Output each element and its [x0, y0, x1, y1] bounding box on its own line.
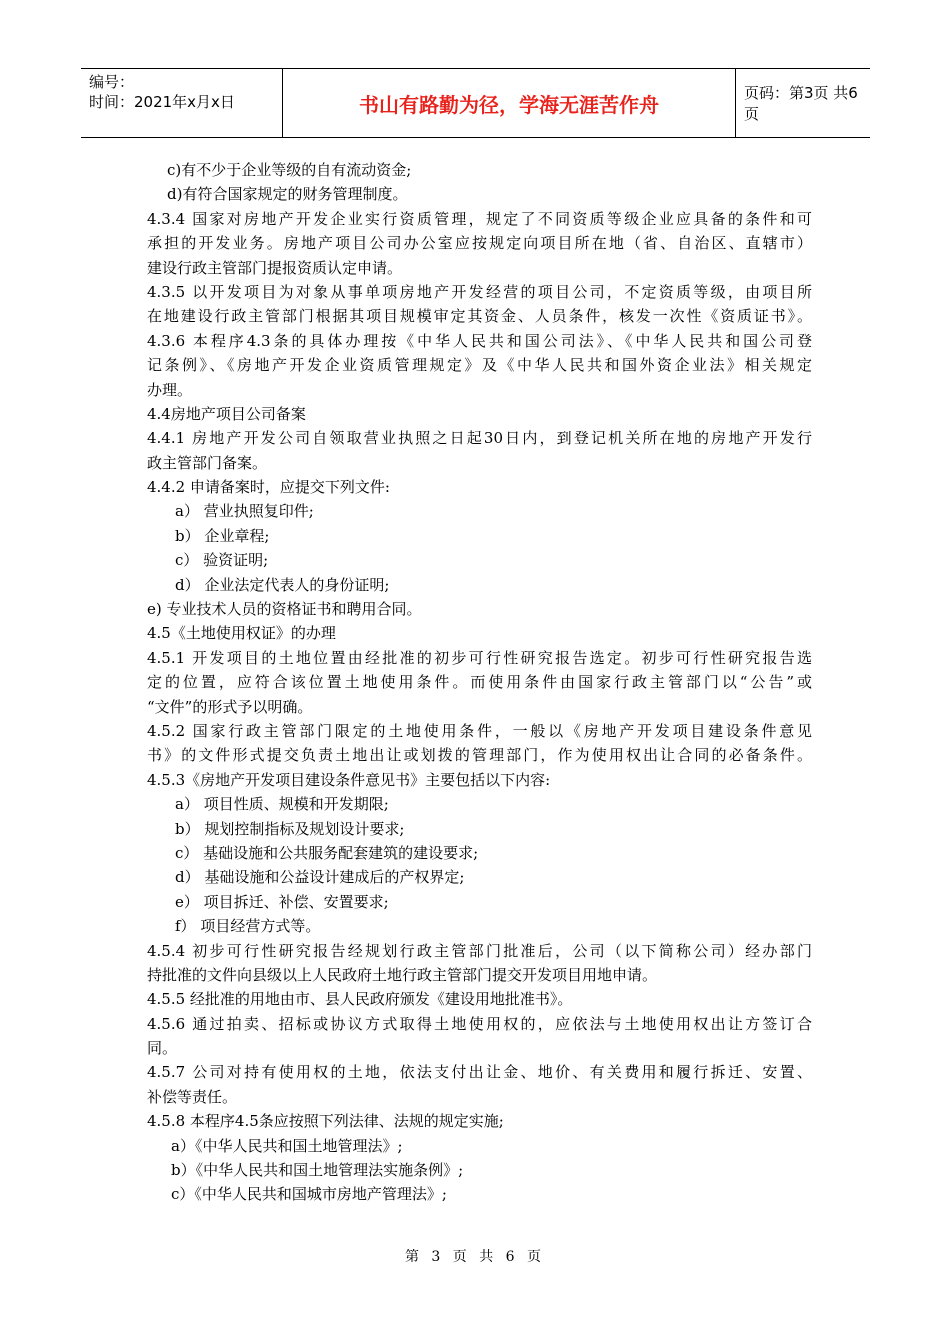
text-line: f） 项目经营方式等。 [175, 917, 321, 936]
text-line: 记条例》、《房地产开发企业资质管理规定》及《中华人民共和国外资企业法》相关规定 [147, 356, 812, 375]
text-line: a） 项目性质、规模和开发期限; [175, 795, 389, 814]
text-line: 4.5.2 国家行政主管部门限定的土地使用条件，一般以《房地产开发项目建设条件意见 [147, 721, 812, 740]
text-line: 4.5.6 通过拍卖、招标或协议方式取得土地使用权的，应依法与土地使用权出让方签订合 [147, 1014, 812, 1033]
text-line: 4.5.5 经批准的用地由市、县人民政府颁发《建设用地批准书》。 [147, 990, 573, 1009]
text-line: e） 项目拆迁、补偿、安置要求; [175, 892, 389, 911]
text-line: 4.5.3《房地产开发项目建设条件意见书》主要包括以下内容: [147, 770, 551, 789]
text-line: d)有符合国家规定的财务管理制度。 [167, 185, 408, 204]
text-line: 4.3.6 本程序4.3条的具体办理按《中华人民共和国公司法》、《中华人民共和国公司登 [147, 331, 812, 350]
header-motto: 书山有路勤为径，学海无涯苦作舟 [283, 69, 736, 137]
text-line: 4.5.7 公司对持有使用权的土地，依法支付出让金、地价、有关费用和履行拆迁、安置、 [147, 1063, 812, 1082]
text-line: 4.4.2 申请备案时，应提交下列文件: [147, 478, 390, 497]
text-line: b）《中华人民共和国土地管理法实施条例》; [171, 1161, 464, 1180]
text-line: 4.5.1 开发项目的土地位置由经批准的初步可行性研究报告选定。初步可行性研究报告选 [147, 648, 812, 667]
text-line: c）《中华人民共和国城市房地产管理法》; [171, 1185, 447, 1204]
text-line: 定的位置，应符合该位置土地使用条件。而使用条件由国家行政主管部门以“公告”或 [147, 673, 812, 692]
text-line: “文件”的形式予以明确。 [147, 697, 313, 716]
text-line: 政主管部门备案。 [147, 453, 268, 472]
text-line: d） 企业法定代表人的身份证明; [175, 575, 390, 594]
text-line: 建设行政主管部门提报资质认定申请。 [147, 258, 403, 277]
text-line: a） 营业执照复印件; [175, 502, 314, 521]
header-page-info: 页码：第3页 共6页 [744, 84, 858, 123]
text-line: 4.3.5 以开发项目为对象从事单项房地产开发经营的项目公司，不定资质等级，由项目所 [147, 282, 812, 301]
text-line: b） 企业章程; [175, 526, 270, 545]
text-line: 在地建设行政主管部门根据其项目规模审定其资金、人员条件，核发一次性《资质证书》。 [147, 307, 812, 326]
text-line: 补偿等责任。 [147, 1087, 238, 1106]
text-line: 4.5.4 初步可行性研究报告经规划行政主管部门批准后，公司（以下简称公司）经办部门 [147, 941, 812, 960]
document-body [147, 158, 812, 1207]
text-line: e) 专业技术人员的资格证书和聘用合同。 [147, 600, 422, 619]
text-line: c） 验资证明; [175, 551, 269, 570]
text-line: 4.4房地产项目公司备案 [147, 404, 306, 423]
text-line: 4.5.8 本程序4.5条应按照下列法律、法规的规定实施; [147, 1112, 504, 1131]
text-line: d） 基础设施和公益设计建成后的产权界定; [175, 868, 465, 887]
text-line: a）《中华人民共和国土地管理法》; [171, 1136, 403, 1155]
page-footer: 第 3 页 共 6 页 [404, 1249, 546, 1265]
text-line: c)有不少于企业等级的自有流动资金; [167, 161, 412, 179]
text-line: 4.3.4 国家对房地产开发企业实行资质管理，规定了不同资质等级企业应具备的条件和可 [147, 209, 812, 228]
page-header [81, 68, 870, 138]
text-line: b） 规划控制指标及规划设计要求; [175, 819, 405, 838]
doc-date-label: 时间：2021年x月x日 [89, 93, 235, 111]
text-line: 书》的文件形式提交负责土地出让或划拨的管理部门，作为使用权出让合同的必备条件。 [147, 746, 812, 765]
doc-number-label: 编号： [89, 73, 135, 91]
text-line: 同。 [147, 1039, 178, 1058]
text-line: 4.4.1 房地产开发公司自领取营业执照之日起30日内，到登记机关所在地的房地产开发行 [147, 429, 812, 448]
text-line: 办理。 [147, 380, 193, 399]
header-meta [81, 69, 283, 137]
text-line: 承担的开发业务。房地产项目公司办公室应按规定向项目所在地（省、自治区、直辖市） [147, 234, 812, 253]
text-line: c） 基础设施和公共服务配套建筑的建设要求; [175, 843, 479, 862]
text-line: 持批准的文件向县级以上人民政府土地行政主管部门提交开发项目用地申请。 [147, 965, 658, 984]
text-line: 4.5《土地使用权证》的办理 [147, 624, 336, 643]
